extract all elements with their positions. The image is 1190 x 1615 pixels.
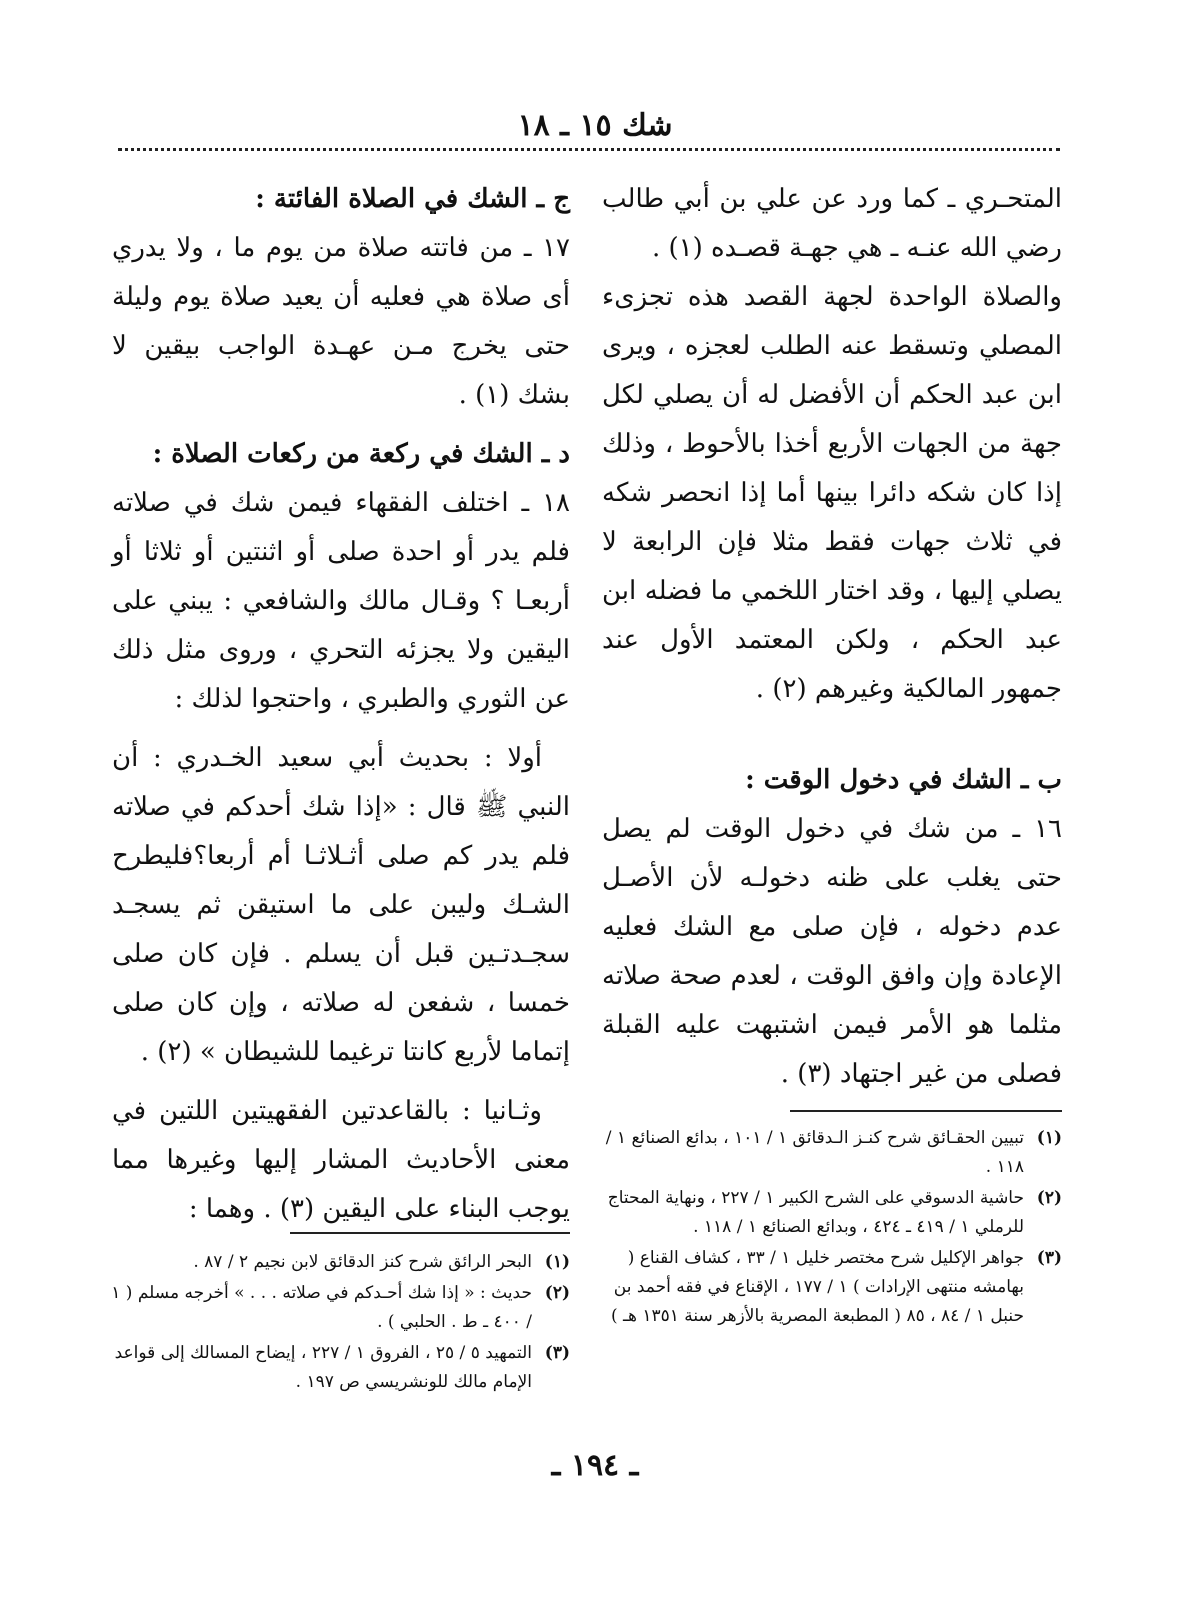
- footnotes-left: [108, 1248, 570, 1399]
- right-paragraph-1: المتحـري ـ كما ورد عن علي بن أبي طالب رضي الله عنـه ـ هي جهـة قصـده (١) .: [602, 184, 1062, 263]
- right-paragraph-2: والصلاة الواحدة لجهة القصد هذه تجزىء المصلي وتسقط عنه الطلب لعجزه ، ويرى ابن عبد الحكم أن الأفضل له أن يصلي لكل جهة من الجهات الأربع أخذا بالأحوط ، وذلك إذا كان شكه دائرا بينها أما إذا انحصر شكه في ثلاث جهات فقط مثلا فإن الرابعة لا يصلي إليها ، وقد اختار اللخمي ما فضله ابن عبد الحكم ، ولكن المعتمد الأول عند جمهور المالكية وغيرهم (٢) .: [602, 282, 1062, 704]
- section-heading-b: ب ـ الشك في دخول الوقت :: [745, 765, 1062, 795]
- right-column: [602, 175, 1062, 1099]
- spacer: [112, 420, 570, 430]
- footnote-item: [598, 1124, 1062, 1182]
- page-header-title: شك ١٥ ـ ١٨: [517, 108, 673, 143]
- footnote-text: تبيين الحقـائق شرح كنـز الـدقائق ١ / ١٠١ ، بدائع الصنائع ١ / ١١٨ .: [605, 1128, 1024, 1177]
- paragraph-second-argument: وثـانيا : بالقاعدتين الفقهيتين اللتين في معنى الأحاديث المشار إليها وغيرها مما يوجب البناء على اليقين (٣) . وهما :: [112, 1096, 570, 1224]
- section-heading-c: ج ـ الشك في الصلاة الفائتة :: [255, 184, 570, 214]
- footnote-number: (٣): [544, 1343, 570, 1363]
- paragraph-17: ١٧ ـ من فاتته صلاة من يوم ما ، ولا يدري أى صلاة هي فعليه أن يعيد صلاة يوم وليلة حتى يخرج مـن عهـدة الواجب بيقين لا بشك (١) .: [112, 233, 570, 410]
- footnote-text: التمهيد ٥ / ٢٥ ، الفروق ١ / ٢٢٧ ، إيضاح المسالك إلى قواعد الإمام مالك للونشريسي ص ١٩٧ .: [114, 1343, 532, 1392]
- footnote-number: (٢): [1036, 1188, 1062, 1208]
- footnote-text: حديث : « إذا شك أحـدكم في صلاته . . . » أخرجه مسلم ( ١ / ٤٠٠ ـ ط . الحلبي ) .: [111, 1283, 532, 1332]
- paragraph-18: ١٨ ـ اختلف الفقهاء فيمن شك في صلاته فلم يدر أو احدة صلى أو اثنتين أو ثلاثا أو أربعـا ؟ وقـال مالك والشافعي : يبني على اليقين ولا يجزئه التحري ، وروى مثل ذلك عن الثوري والطبري ، واحتجوا لذلك :: [112, 488, 570, 714]
- footnote-number: (٣): [1036, 1248, 1062, 1268]
- page-number: ـ ١٩٤ ـ: [551, 1448, 639, 1483]
- footnote-rule-right: [790, 1110, 1062, 1112]
- footnote-number: (١): [1036, 1128, 1062, 1148]
- spacer: [112, 1077, 570, 1087]
- paragraph-16: ١٦ ـ من شك في دخول الوقت لم يصل حتى يغلب على ظنه دخولـه لأن الأصـل عدم دخوله ، فإن صلى مع الشك فعليه الإعادة وإن وافق الوقت ، لعدم صحة صلاته مثلما هو الأمر فيمن اشتبهت عليه القبلة فصلى من غير اجتهاد (٣) .: [602, 814, 1062, 1089]
- footnote-item: [108, 1339, 570, 1397]
- footnote-rule-left: [290, 1232, 570, 1234]
- footnote-item: [108, 1248, 570, 1277]
- footnote-item: [598, 1244, 1062, 1331]
- footnote-number: (١): [544, 1252, 570, 1272]
- footnotes-right: [598, 1124, 1062, 1333]
- footnote-item: [108, 1279, 570, 1337]
- footnote-text: حاشية الدسوقي على الشرح الكبير ١ / ٢٢٧ ، ونهاية المحتاج للرملي ١ / ٤١٩ ـ ٤٢٤ ، وبدائع الصنائع ١ / ١١٨ .: [607, 1188, 1024, 1237]
- spacer: [602, 714, 1062, 756]
- spacer: [112, 724, 570, 734]
- footnote-number: (٢): [544, 1283, 570, 1303]
- footnote-item: [598, 1184, 1062, 1242]
- section-heading-d: د ـ الشك في ركعة من ركعات الصلاة :: [152, 439, 570, 469]
- left-column: [112, 175, 570, 1234]
- header-dotted-rule: [118, 148, 1060, 151]
- footnote-text: جواهر الإكليل شرح مختصر خليل ١ / ٣٣ ، كشاف القناع ( بهامشه منتهى الإرادات ) ١ / ١٧٧ ، الإقناع في فقه أحمد بن حنبل ١ / ٨٤ ، ٨٥ ( المطبعة المصرية بالأزهر سنة ١٣٥١ هـ ): [610, 1248, 1024, 1326]
- paragraph-first-argument: أولا : بحديث أبي سعيد الخـدري : أن النبي ﷺ قال : «إذا شك أحدكم في صلاته فلم يدر كم صلى أثـلاثـا أم أربعا؟فليطرح الشـك وليبن على ما استيقن ثم يسجـد سجـدتـين قبل أن يسلم . فإن كان صلى خمسا ، شفعن له صلاته ، وإن كان صلى إتماما لأربع كانتا ترغيما للشيطان » (٢) .: [112, 743, 570, 1067]
- footnote-text: البحر الرائق شرح كنز الدقائق لابن نجيم ٢ / ٨٧ .: [193, 1252, 532, 1272]
